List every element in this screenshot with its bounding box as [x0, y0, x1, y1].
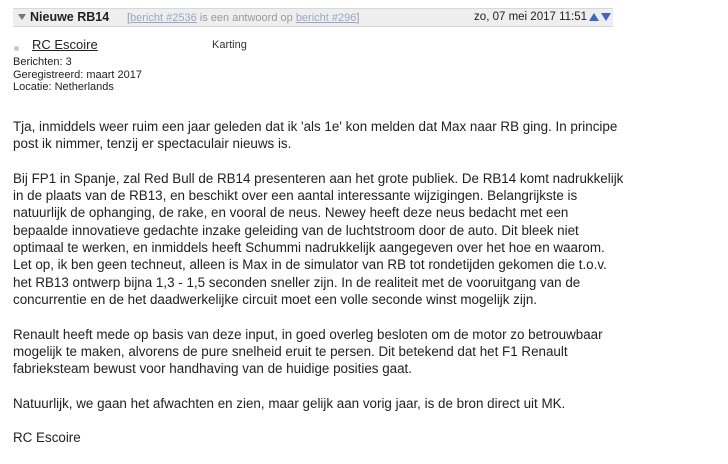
post-paragraph-3: Renault heeft mede op basis van deze input, in goed overleg besloten om de motor zo betrouwbaar mogelijk te maken, alvorens de pure snelheid eruit te persen. Dit betekend dat het F1 Renault fabrieksteam bewust voor handhaving van de huidige posities gaat.	[13, 326, 603, 377]
author-tag: Karting	[212, 39, 247, 51]
arrow-down-icon[interactable]	[601, 13, 611, 21]
reply-link-current[interactable]: bericht #2536	[130, 12, 197, 24]
author-location: Locatie: Netherlands	[13, 81, 114, 93]
post-date: zo, 07 mei 2017 11:51	[474, 11, 587, 23]
post-header	[13, 8, 613, 27]
online-status-dot	[14, 46, 19, 51]
collapse-triangle-icon[interactable]	[18, 14, 26, 20]
author-posts: Berichten: 3	[13, 56, 72, 68]
post-title: Nieuwe RB14	[30, 10, 110, 24]
reply-middle-text: is een antwoord op	[196, 12, 296, 24]
arrow-up-icon[interactable]	[589, 13, 599, 21]
post-paragraph-4: Natuurlijk, we gaan het afwachten en zien, maar gelijk aan vorig jaar, is de bron direct uit MK.	[13, 395, 566, 411]
author-meta	[13, 56, 142, 94]
author-registered: Geregistreerd: maart 2017	[13, 68, 143, 81]
author-name-link[interactable]: RC Escoire	[32, 37, 98, 52]
post-paragraph-1: Tja, inmiddels weer ruim een jaar geleden dat ik 'als 1e' kon melden dat Max naar RB ging. In principe post ik nimmer, tenzij er spectaculair nieuws is.	[13, 119, 618, 152]
post-body	[13, 118, 625, 464]
reply-bracket-close: ]	[356, 12, 360, 24]
reply-bracket-open: [	[127, 12, 131, 24]
reply-reference	[127, 10, 359, 27]
reply-link-parent[interactable]: bericht #296	[295, 12, 357, 24]
post-paragraph-2: Bij FP1 in Spanje, zal Red Bull de RB14 presenteren aan het grote publiek. De RB14 komt nadrukkelijk in de plaats van de RB13, en beschikt over een aantal interessante wijzigingen. Belangrijkste is natuurlijk de ophanging, de rake, en vooral de neus. Newey heeft deze neus bedacht met een bepaalde innovatieve gedachte inzake geleiding van de luchtstroom door de auto. Dit bleek niet optimaal te werken, en inmiddels heeft Schummi nadrukkelijk aangegeven over het hoe en waarom. Let op, ik ben geen techneut, alleen is Max in de simulator van RB tot rondetijden gekomen die t.o.v. het RB13 ontwerp bijna 1,3 - 1,5 seconden sneller zijn. In de realiteit met de vooruitgang van de concurrentie en de het daadwerkelijke circuit moet een volle seconde winst mogelijk zijn.	[13, 170, 624, 307]
post-signature: RC Escoire	[13, 430, 81, 446]
